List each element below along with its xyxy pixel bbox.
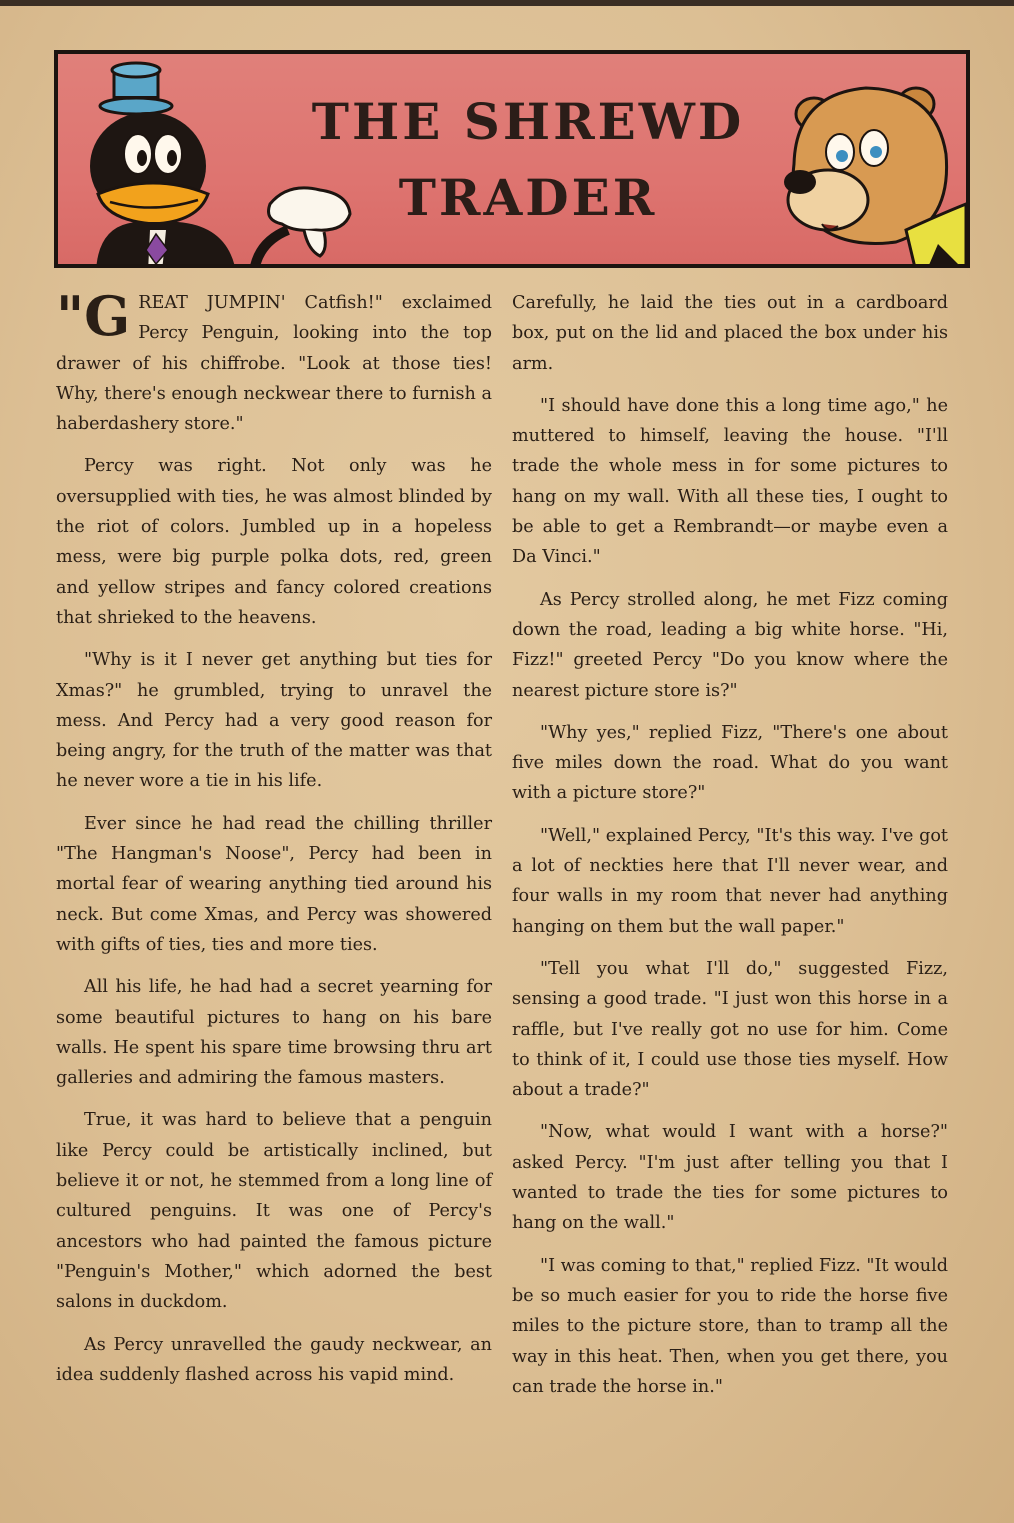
paragraph: True, it was hard to believe that a penguin like Percy could be artistically inclined, but believe it or not, he stemmed from a long line of cultured penguins. It was one of Percy's ancestors who had painted the famous picture "Penguin's Mother," which adorned the best salons in duckdom.	[56, 1110, 492, 1313]
paragraph: "Now, what would I want with a horse?" asked Percy. "I'm just after telling you that I wanted to trade the ties for some pictures to hang on the wall."	[512, 1122, 948, 1234]
paragraph: Percy was right. Not only was he oversupplied with ties, he was almost blinded by the riot of colors. Jumbled up in a hopeless mess, were big purple polka dots, red, green and yellow stripes and fancy colored creations that shrieked to the heavens.	[56, 456, 492, 628]
paragraph: "Why yes," replied Fizz, "There's one about five miles down the road. What do you want with a picture store?"	[512, 722, 948, 804]
paragraph: "Why is it I never get anything but ties for Xmas?" he grumbled, trying to unravel the mess. And Percy had a very good reason for being angry, for the truth of the matter was that he never wore a tie in his life.	[56, 650, 492, 792]
paragraph: "Tell you what I'll do," suggested Fizz, sensing a good trade. "I just won this horse in a raffle, but I've really got no use for him. Come to think of it, I could use those ties myself. How about a trade?"	[512, 958, 948, 1101]
story-column-right	[512, 288, 948, 1414]
paragraph-text: REAT JUMPIN' Catfish!" exclaimed Percy Penguin, looking into the top drawer of his chiffrobe. "Look at those ties! Why, there's enough neckwear there to furnish a haberdashery store."	[56, 293, 492, 435]
paragraph	[56, 284, 492, 439]
story-column-left	[56, 284, 492, 1402]
paragraph: Carefully, he laid the ties out in a cardboard box, put on the lid and placed the box under his arm.	[512, 293, 948, 374]
paragraph: "I should have done this a long time ago," he muttered to himself, leaving the house. "I'll trade the whole mess in for some pictures to hang on my wall. With all these ties, I ought to be able to get a Rembrandt—or maybe even a Da Vinci."	[512, 395, 948, 568]
story-title	[248, 84, 808, 236]
story-title-line-2: TRADER	[398, 168, 658, 227]
title-banner	[54, 50, 970, 268]
paragraph: "Well," explained Percy, "It's this way. I've got a lot of neckties here that I'll never wear, and four walls in my room that never had anything hanging on them but the wall paper."	[512, 825, 948, 937]
drop-cap: "G	[56, 284, 131, 348]
paragraph: Ever since he had read the chilling thriller "The Hangman's Noose", Percy had been in mortal fear of wearing anything tied around his neck. But come Xmas, and Percy was showered with gifts of ties, ties and more ties.	[56, 813, 492, 955]
bear-character-icon	[766, 54, 966, 268]
paragraph: All his life, he had had a secret yearning for some beautiful pictures to hang on his bare walls. He spent his spare time browsing thru art galleries and admiring the famous masters.	[56, 977, 492, 1089]
paragraph: As Percy unravelled the gaudy neckwear, an idea suddenly flashed across his vapid mind.	[56, 1334, 492, 1385]
story-title-line-1: THE SHREWD	[311, 92, 745, 151]
paragraph: As Percy strolled along, he met Fizz coming down the road, leading a big white horse. "Hi, Fizz!" greeted Percy "Do you know where the nearest picture store is?"	[512, 589, 948, 701]
page-top-edge	[0, 0, 1014, 6]
paragraph: "I was coming to that," replied Fizz. "It would be so much easier for you to ride the horse five miles to the picture store, than to tramp all the way in this heat. Then, when you get there, you can trade the horse in."	[512, 1255, 948, 1397]
